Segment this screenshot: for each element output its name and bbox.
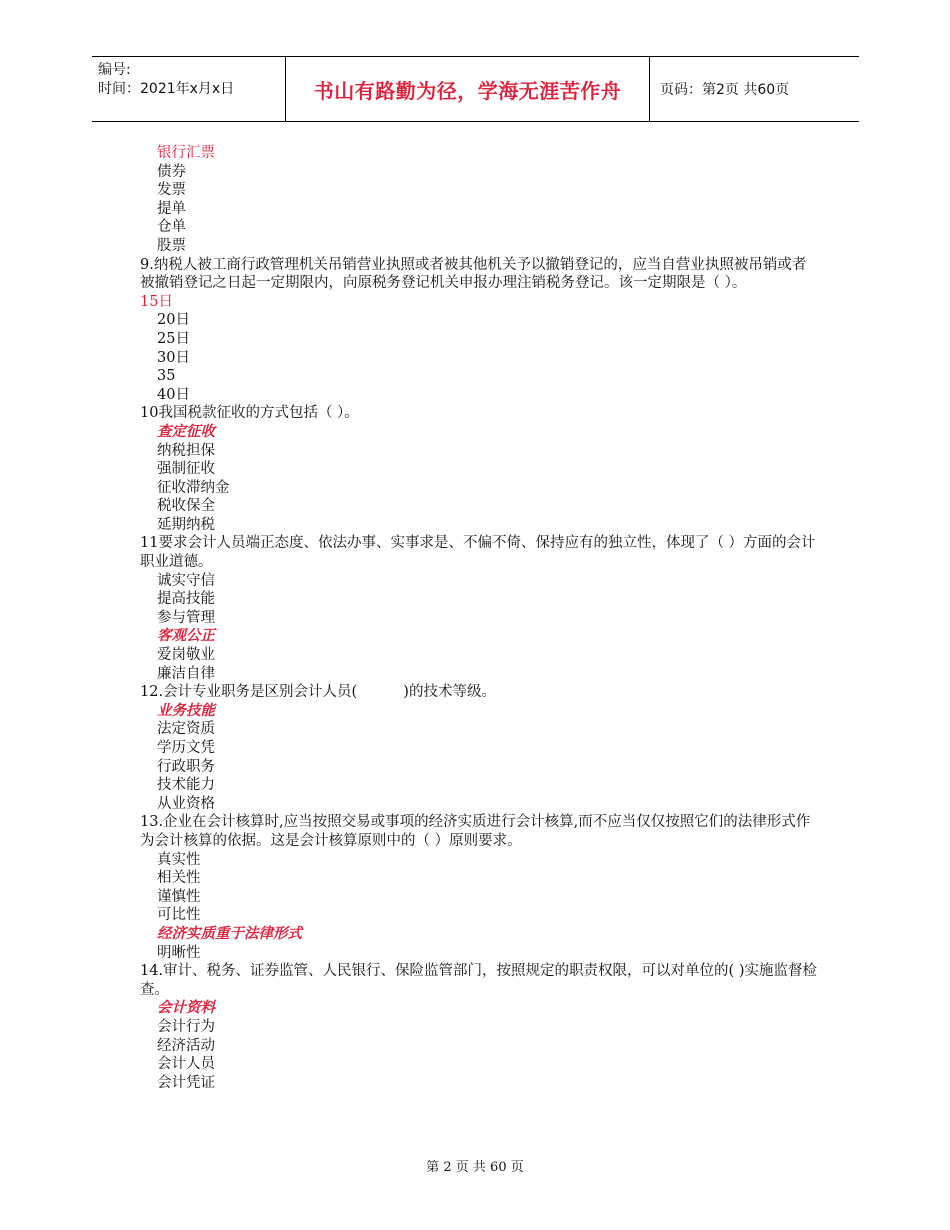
q14-option: 会计凭证 bbox=[157, 1074, 215, 1091]
question-12: 12.会计专业职务是区别会计人员( )的技术等级。 bbox=[140, 684, 496, 701]
q10-option: 延期纳税 bbox=[157, 516, 215, 533]
q13-option-answer: 经济实质重于法律形式 bbox=[157, 924, 302, 942]
question-9: 9.纳税人被工商行政管理机关吊销营业执照或者被其他机关予以撤销登记的，应当自营业执照被吊销或者被撤销登记之日起一定期限内，向原税务登记机关申报办理注销税务登记。该一定期限是（ ）。 bbox=[140, 256, 807, 292]
q10-option: 征收滞纳金 bbox=[157, 479, 230, 496]
q12-option-answer: 业务技能 bbox=[157, 701, 215, 719]
document-body bbox=[140, 144, 820, 1092]
q11-option-answer: 客观公正 bbox=[157, 627, 215, 645]
q14-option: 会计人员 bbox=[157, 1056, 215, 1073]
q11-option: 爱岗敬业 bbox=[157, 647, 215, 664]
q13-option: 明晰性 bbox=[157, 944, 201, 961]
q13-option: 真实性 bbox=[157, 851, 201, 868]
q12-option: 行政职务 bbox=[157, 758, 215, 775]
time-label: 时间：2021年x月x日 bbox=[98, 81, 235, 97]
header-page-info: 页码：第2页 共60页 bbox=[660, 82, 790, 98]
q9-option-answer: 15日 bbox=[140, 293, 173, 310]
q14-option: 会计行为 bbox=[157, 1018, 215, 1035]
q8-option: 发票 bbox=[157, 182, 186, 199]
q10-option: 税收保全 bbox=[157, 498, 215, 515]
q9-option: 20日 bbox=[157, 312, 190, 329]
q8-option: 提单 bbox=[157, 200, 186, 217]
q9-option: 40日 bbox=[157, 386, 190, 403]
page-footer: 第 2 页 共 60 页 bbox=[426, 1160, 524, 1175]
header-motto: 书山有路勤为径，学海无涯苦作舟 bbox=[286, 57, 650, 121]
question-10: 10我国税款征收的方式包括（ ）。 bbox=[140, 405, 359, 422]
q13-option: 相关性 bbox=[157, 870, 201, 887]
q11-option: 参与管理 bbox=[157, 609, 215, 626]
q8-option: 债券 bbox=[157, 163, 186, 180]
q8-option: 仓单 bbox=[157, 219, 186, 236]
q13-option: 谨慎性 bbox=[157, 888, 201, 905]
q12-option: 从业资格 bbox=[157, 795, 215, 812]
q12-option: 技术能力 bbox=[157, 777, 215, 794]
q11-option: 提高技能 bbox=[157, 591, 215, 608]
q14-option: 经济活动 bbox=[157, 1037, 215, 1054]
q11-option: 诚实守信 bbox=[157, 572, 215, 589]
q11-option: 廉洁自律 bbox=[157, 665, 215, 682]
header-meta bbox=[92, 57, 286, 121]
number-label: 编号: bbox=[98, 62, 131, 78]
q10-option-answer: 查定征收 bbox=[157, 422, 215, 440]
q10-option: 纳税担保 bbox=[157, 442, 215, 459]
q14-option-answer: 会计资料 bbox=[157, 999, 215, 1017]
question-13: 13.企业在会计核算时,应当按照交易或事项的经济实质进行会计核算,而不应当仅仅按照它们的法律形式作为会计核算的依据。这是会计核算原则中的（ ）原则要求。 bbox=[140, 814, 811, 849]
q8-option-answer: 银行汇票 bbox=[157, 145, 215, 161]
question-11: 11要求会计人员端正态度、依法办事、实事求是、不偏不倚、保持应有的独立性，体现了（ ）方面的会计职业道德。 bbox=[140, 535, 816, 571]
q12-option: 法定资质 bbox=[157, 721, 215, 738]
page-header bbox=[92, 56, 859, 122]
q9-option: 25日 bbox=[157, 330, 190, 347]
q9-option: 30日 bbox=[157, 349, 190, 366]
q9-option: 35 bbox=[157, 368, 176, 385]
q12-option: 学历文凭 bbox=[157, 740, 215, 756]
q10-option: 强制征收 bbox=[157, 461, 215, 478]
question-14: 14.审计、税务、证券监管、人民银行、保险监管部门，按照规定的职责权限，可以对单位的( )实施监督检查。 bbox=[140, 963, 817, 998]
q8-option: 股票 bbox=[157, 237, 186, 254]
q13-option: 可比性 bbox=[157, 907, 201, 924]
